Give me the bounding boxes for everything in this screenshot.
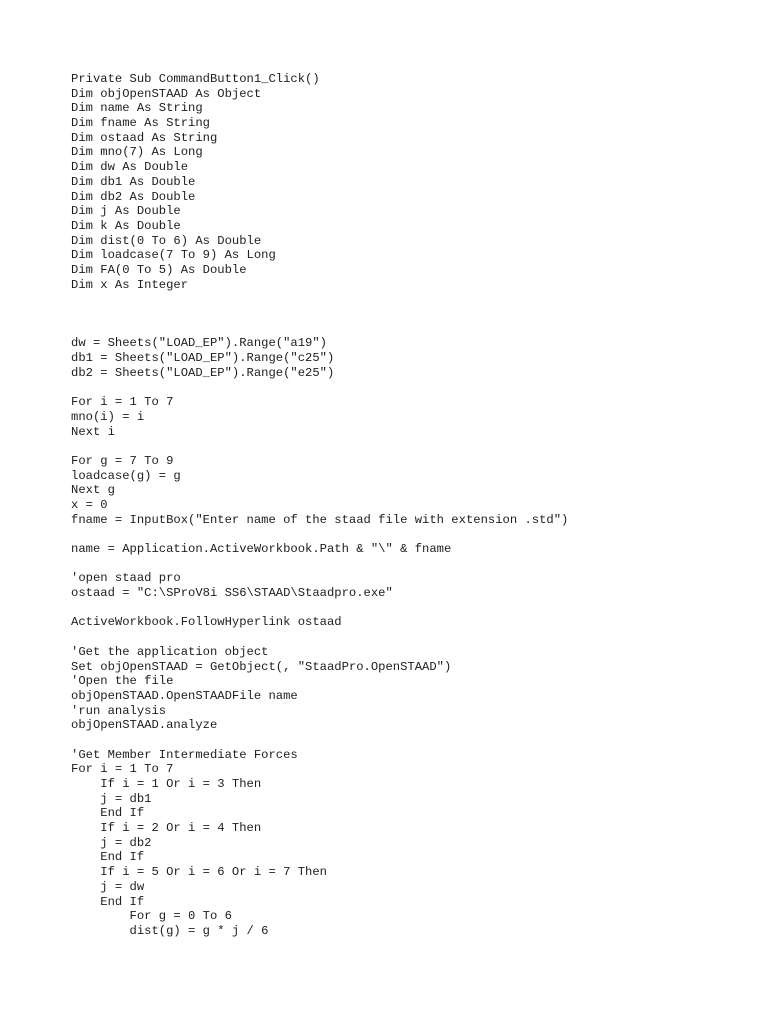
code-line: Dim dw As Double	[71, 160, 189, 175]
code-line: 'Get Member Intermediate Forces	[71, 747, 298, 762]
code-line: Dim x As Integer	[71, 277, 189, 292]
code-line: Dim ostaad As String	[71, 130, 218, 145]
code-line: mno(i) = i	[71, 409, 145, 424]
code-line: 'Open the file	[71, 674, 174, 689]
code-line: ActiveWorkbook.FollowHyperlink ostaad	[71, 615, 342, 630]
code-line: j = db1	[71, 791, 152, 806]
code-line	[71, 630, 568, 645]
code-line: objOpenSTAAD.OpenSTAADFile name	[71, 688, 298, 703]
code-line: End If	[71, 850, 145, 865]
code-line	[71, 322, 568, 337]
code-line: loadcase(g) = g	[71, 468, 181, 483]
code-line: Dim fname As String	[71, 116, 210, 131]
code-line: Next g	[71, 483, 115, 498]
code-line: 'Get the application object	[71, 644, 269, 659]
code-line: End If	[71, 894, 145, 909]
code-line: Private Sub CommandButton1_Click()	[71, 72, 320, 86]
code-line: Dim loadcase(7 To 9) As Long	[71, 248, 276, 263]
code-line: db2 = Sheets("LOAD_EP").Range("e25")	[71, 365, 335, 380]
code-line: objOpenSTAAD.analyze	[71, 718, 218, 733]
code-line: Dim objOpenSTAAD As Object	[71, 86, 262, 101]
code-line: x = 0	[71, 497, 108, 512]
code-line: Dim dist(0 To 6) As Double	[71, 233, 262, 248]
code-line: For i = 1 To 7	[71, 395, 174, 410]
code-line: dist(g) = g * j / 6	[71, 923, 269, 938]
code-line: Dim db1 As Double	[71, 174, 196, 189]
code-line: Dim FA(0 To 5) As Double	[71, 262, 247, 277]
code-line	[71, 439, 568, 454]
code-line: If i = 2 Or i = 4 Then	[71, 821, 262, 836]
code-line: Dim name As String	[71, 101, 203, 116]
code-line: Dim db2 As Double	[71, 189, 196, 204]
code-line	[71, 527, 568, 542]
code-line: name = Application.ActiveWorkbook.Path & "\" & fname	[71, 542, 452, 556]
code-line: j = dw	[71, 879, 145, 894]
code-line	[71, 557, 568, 572]
code-line: If i = 5 Or i = 6 Or i = 7 Then	[71, 865, 327, 880]
code-line: Next i	[71, 424, 115, 439]
code-line: 'open staad pro	[71, 571, 181, 586]
code-line: Set objOpenSTAAD = GetObject(, "StaadPro.OpenSTAAD")	[71, 659, 452, 674]
code-line: For i = 1 To 7	[71, 762, 174, 777]
code-line	[71, 733, 568, 748]
code-line: j = db2	[71, 835, 152, 850]
code-line: Dim mno(7) As Long	[71, 145, 203, 160]
code-line	[71, 601, 568, 616]
code-line: dw = Sheets("LOAD_EP").Range("a19")	[71, 336, 327, 351]
code-line: fname = InputBox("Enter name of the staad file with extension .std")	[71, 512, 569, 527]
vba-code-listing	[71, 72, 568, 939]
code-line: 'run analysis	[71, 703, 167, 718]
code-line: Dim j As Double	[71, 204, 181, 219]
code-line	[71, 292, 568, 307]
code-line: If i = 1 Or i = 3 Then	[71, 777, 262, 791]
code-line	[71, 380, 568, 395]
code-line	[71, 307, 568, 322]
code-line: End If	[71, 806, 145, 821]
code-line: Dim k As Double	[71, 218, 181, 233]
code-line: db1 = Sheets("LOAD_EP").Range("c25")	[71, 351, 335, 366]
code-line: ostaad = "C:\SProV8i SS6\STAAD\Staadpro.exe"	[71, 586, 393, 601]
code-line: For g = 0 To 6	[71, 909, 232, 924]
code-line: For g = 7 To 9	[71, 453, 174, 468]
